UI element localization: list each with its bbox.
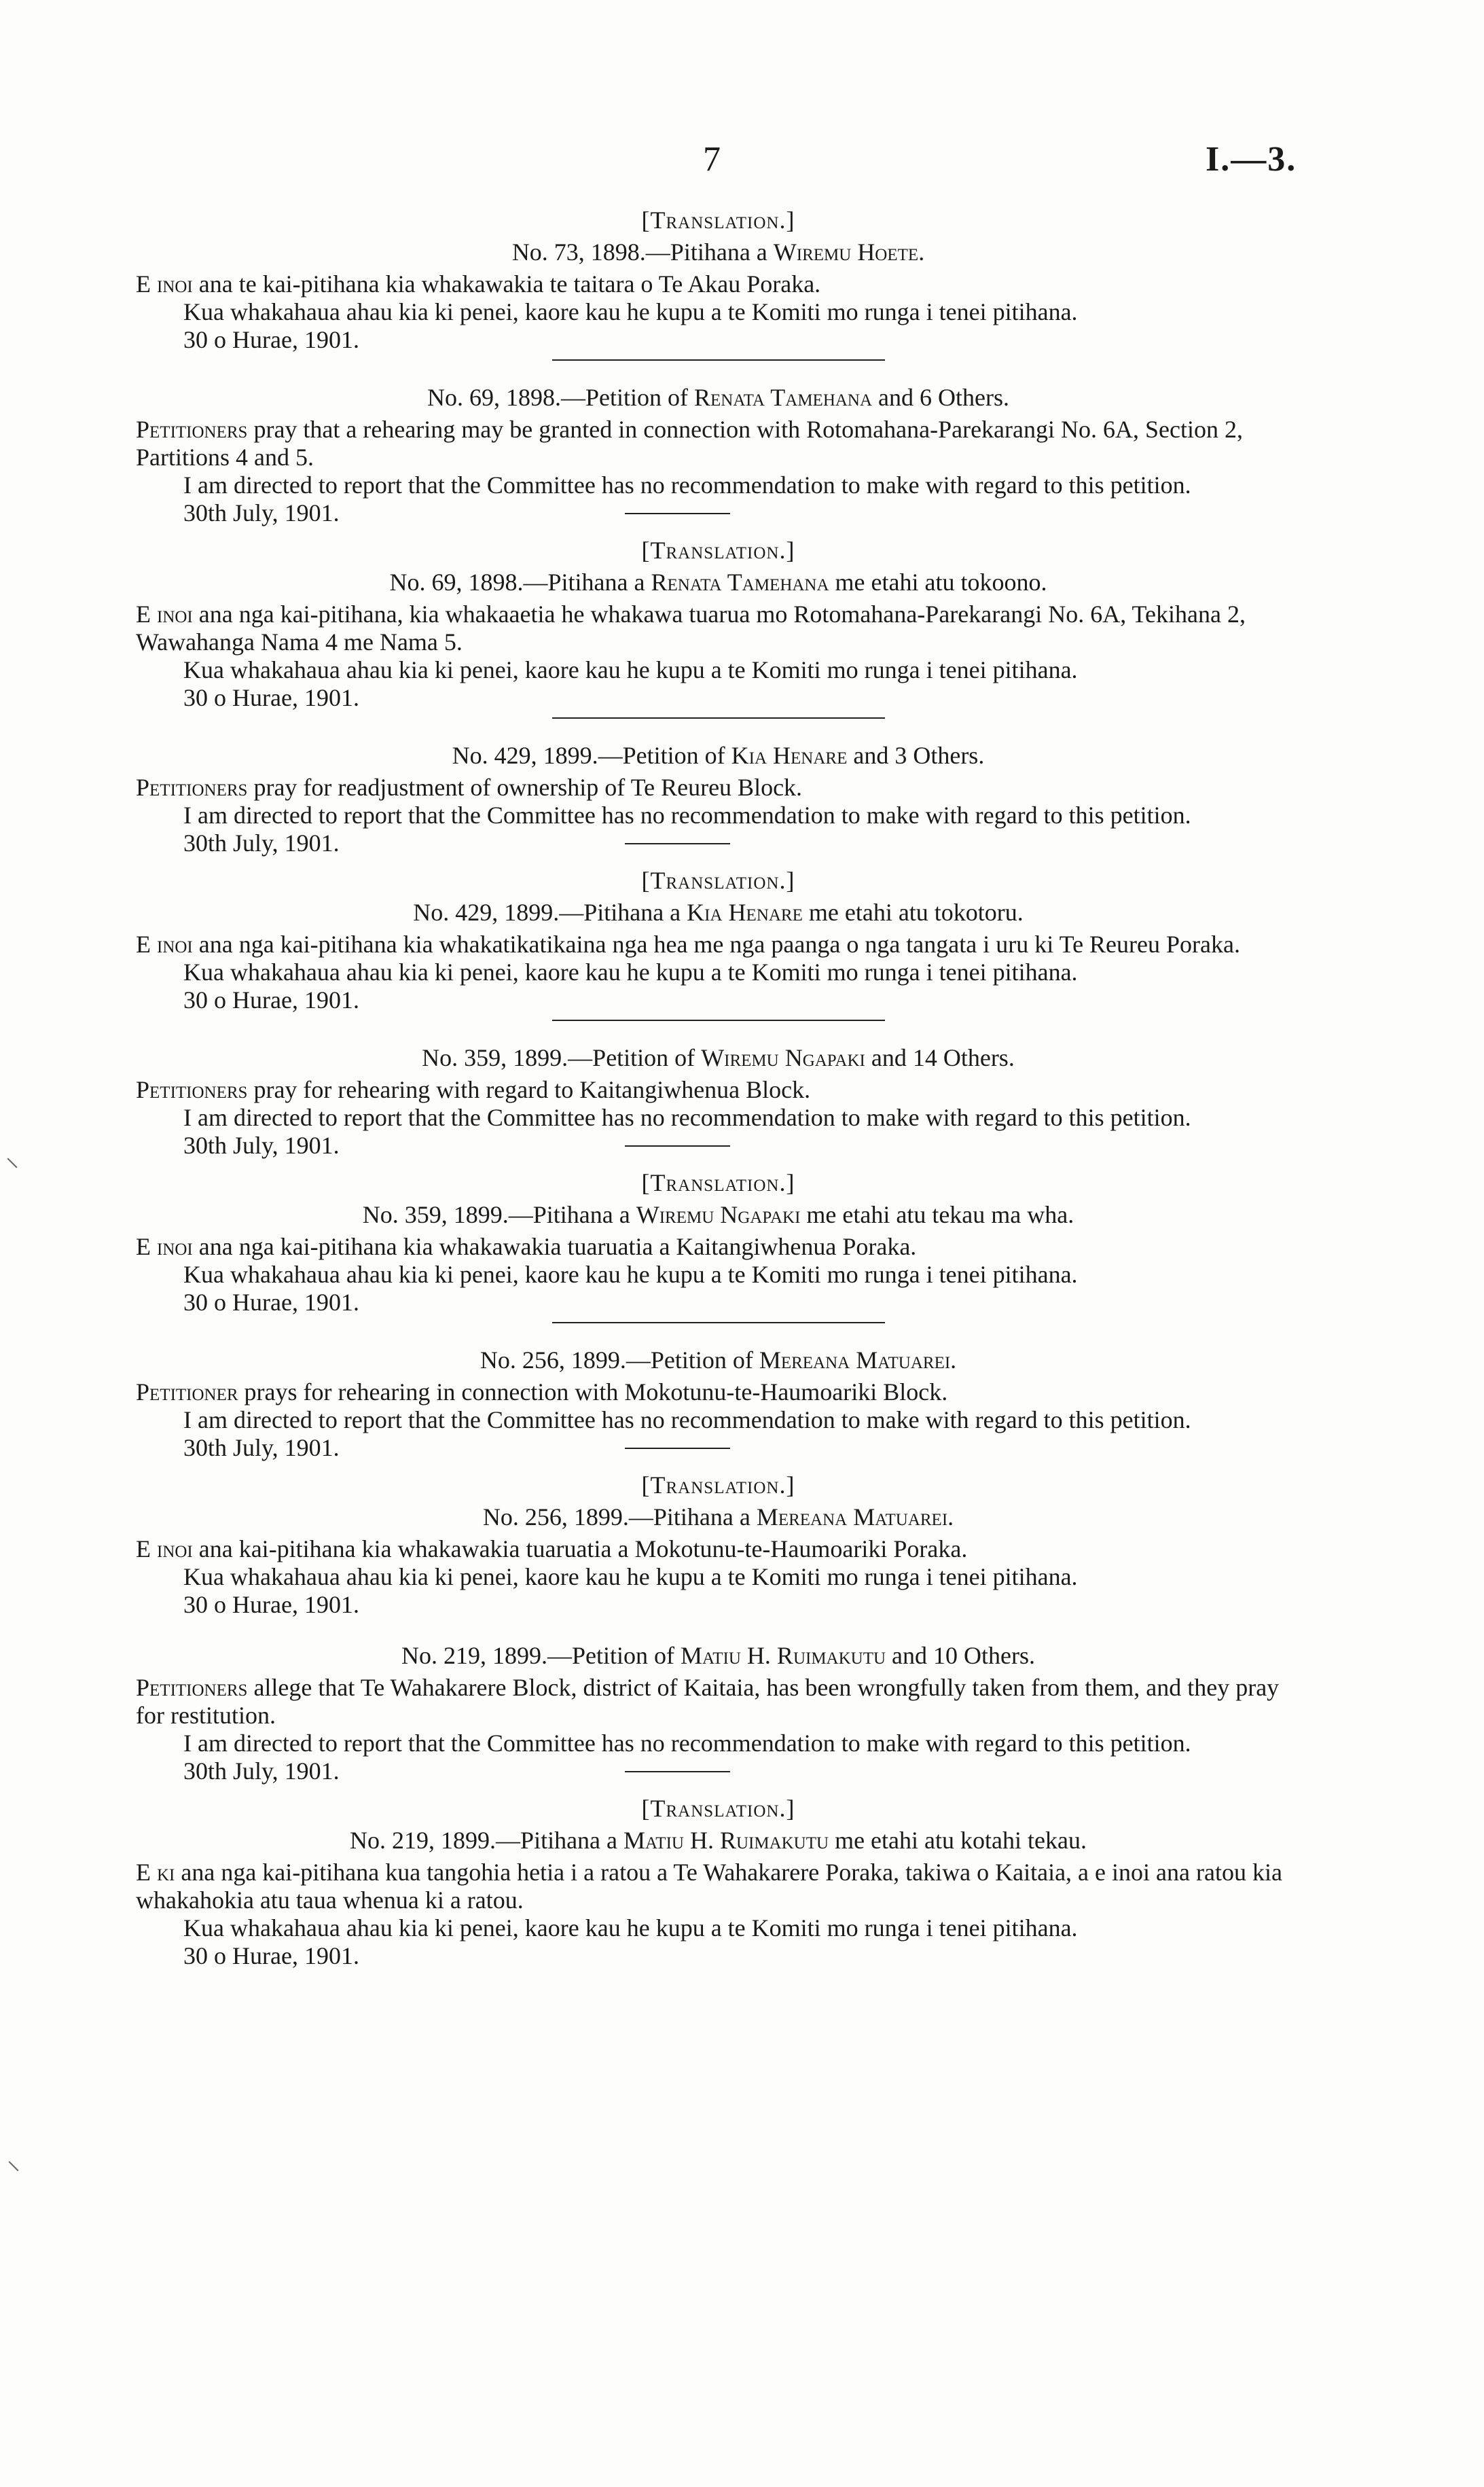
translation-label: [Translation.] xyxy=(641,207,795,234)
report-paragraph: I am directed to report that the Committee has no recommendation to make with regard to this petition. xyxy=(183,471,1191,499)
margin-mark: ⸌ xyxy=(5,1153,19,1183)
date-line xyxy=(136,326,1301,354)
date-line xyxy=(136,829,1301,857)
body-text: prays for rehearing in connection with Mokotunu-te-Haumoariki Block. xyxy=(238,1378,948,1406)
date-line xyxy=(136,986,1301,1014)
report-paragraph: I am directed to report that the Committee has no recommendation to make with regard to this petition. xyxy=(183,1730,1191,1757)
heading-prefix: No. 219, 1899.—Petition of xyxy=(401,1642,681,1669)
petition-heading xyxy=(136,1201,1301,1229)
date-text: 30th July, 1901. xyxy=(183,1757,340,1785)
heading-prefix: No. 73, 1898.—Pitihana a xyxy=(511,238,774,266)
date-line xyxy=(136,1434,1301,1462)
heading-prefix: No. 256, 1899.—Pitihana a xyxy=(482,1503,757,1531)
body-paragraph xyxy=(136,270,1301,298)
petition-heading xyxy=(136,742,1301,770)
report-paragraph: Kua whakahaua ahau kia ki penei, kaore kau he kupu a te Komiti mo runga i tenei pitihana. xyxy=(183,1563,1078,1590)
heading-suffix: and 6 Others. xyxy=(872,384,1010,411)
body-lead-word: Petitioners xyxy=(136,1674,248,1701)
body-paragraph xyxy=(136,1378,1301,1406)
date-text: 30 o Hurae, 1901. xyxy=(183,326,359,353)
petitioner-name: Wiremu Hoete xyxy=(773,238,919,266)
petition-heading xyxy=(136,1503,1301,1531)
petition-heading xyxy=(136,1346,1301,1374)
petitioner-name: Wiremu Ngapaki xyxy=(636,1201,801,1228)
petition-block xyxy=(136,1044,1301,1160)
heading-suffix: . xyxy=(918,238,925,266)
date-text: 30th July, 1901. xyxy=(183,829,340,857)
body-text: pray for rehearing with regard to Kaitangiwhenua Block. xyxy=(247,1076,811,1103)
translation-block xyxy=(136,207,1301,361)
report-paragraph: I am directed to report that the Committee has no recommendation to make with regard to this petition. xyxy=(183,1406,1191,1433)
date-text: 30 o Hurae, 1901. xyxy=(183,1591,359,1618)
report-paragraph: Kua whakahaua ahau kia ki penei, kaore kau he kupu a te Komiti mo runga i tenei pitihana. xyxy=(183,298,1078,325)
heading-suffix: me etahi atu tokotoru. xyxy=(802,899,1024,926)
body-paragraph xyxy=(136,416,1301,471)
report-paragraph: I am directed to report that the Committee has no recommendation to make with regard to this petition. xyxy=(183,802,1191,829)
body-lead-word: Petitioners xyxy=(136,774,248,801)
body-text: ana nga kai-pitihana kua tangohia hetia i a ratou a Te Wahakarere Poraka, takiwa o Kaitaia, a e inoi ana ratou kia whakahokia atu taua whenua ki a ratou. xyxy=(136,1859,1282,1914)
heading-prefix: No. 219, 1899.—Pitihana a xyxy=(350,1827,624,1854)
body-lead-word: E inoi xyxy=(136,601,193,628)
translation-label: [Translation.] xyxy=(641,537,795,564)
date-line xyxy=(136,1132,1301,1160)
report-paragraph: Kua whakahaua ahau kia ki penei, kaore kau he kupu a te Komiti mo runga i tenei pitihana. xyxy=(183,959,1078,986)
petitioner-name: Kia Henare xyxy=(731,742,848,769)
date-line xyxy=(136,684,1301,712)
heading-prefix: No. 69, 1898.—Pitihana a xyxy=(389,569,651,596)
heading-suffix: me etahi atu tokoono. xyxy=(829,569,1047,596)
petition-heading xyxy=(136,238,1301,266)
page-header xyxy=(0,139,1484,194)
date-line xyxy=(136,1942,1301,1970)
body-paragraph xyxy=(136,1233,1301,1261)
petition-heading xyxy=(136,1044,1301,1072)
heading-suffix: and 10 Others. xyxy=(886,1642,1036,1669)
translation-label: [Translation.] xyxy=(641,867,795,894)
date-text: 30 o Hurae, 1901. xyxy=(183,986,359,1014)
body-text: ana nga kai-pitihana kia whakatikatikaina nga hea me nga paanga o nga tangata i uru ki Te Reureu Poraka. xyxy=(192,931,1240,958)
body-paragraph xyxy=(136,1535,1301,1563)
date-text: 30th July, 1901. xyxy=(183,1132,340,1159)
body-lead-word: E inoi xyxy=(136,931,193,958)
petition-heading xyxy=(136,384,1301,412)
section-rule xyxy=(552,359,885,361)
body-text: pray that a rehearing may be granted in connection with Rotomahana-Parekarangi No. 6A, Section 2, Partitions 4 and 5. xyxy=(136,416,1243,471)
date-text: 30 o Hurae, 1901. xyxy=(183,1942,359,1969)
section-rule xyxy=(552,1322,885,1323)
date-text: 30th July, 1901. xyxy=(183,1434,340,1461)
petitioner-name: Wiremu Ngapaki xyxy=(701,1044,865,1071)
heading-suffix: and 3 Others. xyxy=(847,742,985,769)
report-paragraph: I am directed to report that the Committee has no recommendation to make with regard to this petition. xyxy=(183,1104,1191,1131)
body-lead-word: E inoi xyxy=(136,270,193,298)
page-number: 7 xyxy=(703,140,721,179)
translation-label: [Translation.] xyxy=(641,1471,795,1499)
body-paragraph xyxy=(136,601,1301,656)
separator-rule xyxy=(625,513,730,514)
heading-prefix: No. 429, 1899.—Petition of xyxy=(452,742,731,769)
report-paragraph: Kua whakahaua ahau kia ki penei, kaore kau he kupu a te Komiti mo runga i tenei pitihana. xyxy=(183,656,1078,683)
heading-suffix: and 14 Others. xyxy=(865,1044,1015,1071)
date-text: 30th July, 1901. xyxy=(183,499,340,526)
translation-block xyxy=(136,867,1301,1021)
paper-code: I.—3. xyxy=(1206,140,1297,179)
separator-rule xyxy=(625,843,730,844)
petitioner-name: Renata Tamehana xyxy=(693,384,873,411)
body-lead-word: Petitioners xyxy=(136,416,248,443)
petition-block xyxy=(136,384,1301,527)
petition-block xyxy=(136,1642,1301,1785)
heading-suffix: me etahi atu tekau ma wha. xyxy=(800,1201,1074,1228)
petitioner-name: Mereana Matuarei xyxy=(756,1503,948,1531)
body-paragraph xyxy=(136,774,1301,802)
separator-rule xyxy=(625,1448,730,1449)
petitioner-name: Renata Tamehana xyxy=(651,569,829,596)
date-text: 30 o Hurae, 1901. xyxy=(183,1289,359,1316)
translation-block xyxy=(136,1795,1301,1970)
section-rule xyxy=(552,717,885,719)
report-paragraph: Kua whakahaua ahau kia ki penei, kaore kau he kupu a te Komiti mo runga i tenei pitihana. xyxy=(183,1261,1078,1288)
report-paragraph: Kua whakahaua ahau kia ki penei, kaore kau he kupu a te Komiti mo runga i tenei pitihana. xyxy=(183,1914,1078,1942)
body-paragraph xyxy=(136,1859,1301,1914)
document-body xyxy=(136,197,1301,1970)
body-text: ana nga kai-pitihana, kia whakaaetia he whakawa tuarua mo Rotomahana-Parekarangi No. 6A, Tekihana 2, Wawahanga Nama 4 me Nama 5. xyxy=(136,601,1246,656)
petition-heading xyxy=(136,899,1301,927)
date-text: 30 o Hurae, 1901. xyxy=(183,684,359,711)
petition-heading xyxy=(136,569,1301,596)
translation-block xyxy=(136,537,1301,719)
translation-block xyxy=(136,1471,1301,1619)
petition-block xyxy=(136,742,1301,857)
petition-heading xyxy=(136,1642,1301,1670)
date-line xyxy=(136,1289,1301,1317)
heading-prefix: No. 429, 1899.—Pitihana a xyxy=(413,899,687,926)
petitioner-name: Matiu H. Ruimakutu xyxy=(680,1642,886,1669)
body-paragraph xyxy=(136,931,1301,959)
heading-suffix: . xyxy=(947,1503,954,1531)
petition-block xyxy=(136,1346,1301,1462)
translation-label: [Translation.] xyxy=(641,1169,795,1196)
petitioner-name: Matiu H. Ruimakutu xyxy=(623,1827,829,1854)
body-paragraph xyxy=(136,1674,1301,1730)
body-lead-word: E ki xyxy=(136,1859,175,1886)
heading-prefix: No. 359, 1899.—Petition of xyxy=(422,1044,702,1071)
heading-prefix: No. 69, 1898.—Petition of xyxy=(427,384,694,411)
body-text: allege that Te Wahakarere Block, district of Kaitaia, has been wrongfully taken from them, and they pray for restitution. xyxy=(136,1674,1280,1729)
translation-block xyxy=(136,1169,1301,1323)
body-lead-word: E inoi xyxy=(136,1233,193,1260)
separator-rule xyxy=(625,1145,730,1147)
petitioner-name: Mereana Matuarei xyxy=(759,1346,951,1374)
separator-rule xyxy=(625,1771,730,1772)
margin-mark: ⸜ xyxy=(7,2145,20,2175)
date-line xyxy=(136,499,1301,527)
date-line xyxy=(136,1757,1301,1785)
heading-prefix: No. 359, 1899.—Pitihana a xyxy=(362,1201,636,1228)
body-lead-word: E inoi xyxy=(136,1535,193,1562)
body-lead-word: Petitioner xyxy=(136,1378,238,1406)
date-line xyxy=(136,1591,1301,1619)
body-text: ana kai-pitihana kia whakawakia tuaruatia a Mokotunu-te-Haumoariki Poraka. xyxy=(192,1535,968,1562)
body-text: pray for readjustment of ownership of Te Reureu Block. xyxy=(247,774,803,801)
body-lead-word: Petitioners xyxy=(136,1076,248,1103)
body-text: ana te kai-pitihana kia whakawakia te taitara o Te Akau Poraka. xyxy=(192,270,821,298)
petition-heading xyxy=(136,1827,1301,1855)
heading-prefix: No. 256, 1899.—Petition of xyxy=(479,1346,759,1374)
heading-suffix: . xyxy=(950,1346,957,1374)
petitioner-name: Kia Henare xyxy=(687,899,803,926)
section-rule xyxy=(552,1020,885,1021)
body-paragraph xyxy=(136,1076,1301,1104)
heading-suffix: me etahi atu kotahi tekau. xyxy=(829,1827,1087,1854)
translation-label: [Translation.] xyxy=(641,1795,795,1822)
body-text: ana nga kai-pitihana kia whakawakia tuaruatia a Kaitangiwhenua Poraka. xyxy=(192,1233,917,1260)
